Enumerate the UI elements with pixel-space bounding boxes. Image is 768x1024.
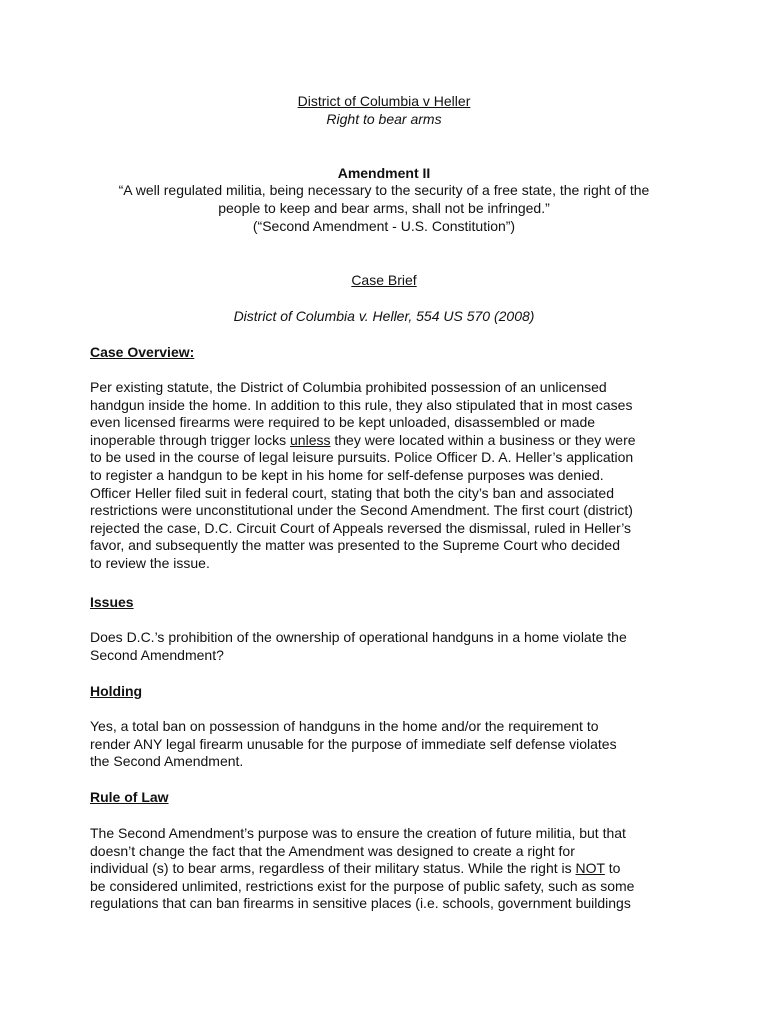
rule-text: individual (s) to bear arms, regardless of their military status. While the right is bbox=[90, 860, 576, 877]
holding-line: Yes, a total ban on possession of handguns in the home and/or the requirement to bbox=[90, 718, 599, 734]
holding-line: render ANY legal firearm unusable for the purpose of immediate self defense violates bbox=[90, 735, 617, 752]
amendment-source: (“Second Amendment - U.S. Constitution”) bbox=[252, 218, 516, 234]
issues-heading: Issues bbox=[90, 594, 134, 610]
overview-line: even licensed firearms were required to be kept unloaded, disassembled or made bbox=[90, 414, 596, 431]
overview-line: Officer Heller filed suit in federal court, stating that both the city’s ban and associated bbox=[90, 484, 614, 501]
holding-paragraph bbox=[90, 718, 690, 771]
case-citation: District of Columbia v. Heller, 554 US 570 (2008) bbox=[233, 308, 535, 324]
holding-heading: Holding bbox=[90, 683, 143, 699]
case-brief-heading: Case Brief bbox=[351, 272, 417, 288]
amendment-quote-line-1: “A well regulated militia, being necessary to the security of a free state, the right of the bbox=[118, 182, 650, 198]
overview-line: to register a handgun to be kept in his home for self-defense purposes was denied. bbox=[90, 466, 604, 483]
amendment-quote-line-2: people to keep and bear arms, shall not be infringed.” bbox=[218, 200, 550, 216]
issues-line: Does D.C.’s prohibition of the ownership of operational handguns in a home violate the bbox=[90, 629, 627, 645]
overview-line: to be used in the course of legal leisure pursuits. Police Officer D. A. Heller’s application bbox=[90, 449, 634, 466]
case-subtitle: Right to bear arms bbox=[326, 111, 442, 127]
issues-paragraph bbox=[90, 629, 690, 664]
issues-line: Second Amendment? bbox=[90, 646, 224, 663]
case-overview-paragraph bbox=[90, 379, 690, 573]
rule-of-law-heading: Rule of Law bbox=[90, 789, 169, 805]
unless-emphasis: unless bbox=[290, 431, 331, 448]
overview-line: restrictions were unconstitutional under the Second Amendment. The first court (district) bbox=[90, 502, 633, 519]
overview-line: rejected the case, D.C. Circuit Court of Appeals reversed the dismissal, ruled in Heller’s bbox=[90, 519, 632, 536]
overview-line: to review the issue. bbox=[90, 554, 210, 571]
rule-line: be considered unlimited, restrictions exist for the purpose of public safety, such as some bbox=[90, 877, 635, 894]
overview-line bbox=[90, 432, 690, 450]
overview-line: handgun inside the home. In addition to this rule, they also stipulated that in most cases bbox=[90, 396, 633, 413]
overview-text: inoperable through trigger locks bbox=[90, 431, 291, 448]
rule-line: doesn’t change the fact that the Amendment was designed to create a right for bbox=[90, 842, 575, 859]
amendment-heading: Amendment II bbox=[337, 165, 431, 181]
overview-text: they were located within a business or they were bbox=[330, 431, 636, 448]
overview-line: favor, and subsequently the matter was presented to the Supreme Court who decided bbox=[90, 537, 620, 554]
rule-line: regulations that can ban firearms in sensitive places (i.e. schools, government buildings bbox=[90, 895, 631, 912]
rule-line bbox=[90, 860, 690, 878]
not-emphasis: NOT bbox=[575, 860, 605, 877]
case-overview-heading: Case Overview: bbox=[90, 344, 195, 360]
rule-of-law-paragraph bbox=[90, 825, 690, 913]
holding-line: the Second Amendment. bbox=[90, 753, 244, 770]
rule-text: to bbox=[604, 860, 621, 877]
overview-line: Per existing statute, the District of Columbia prohibited possession of an unlicensed bbox=[90, 379, 607, 395]
rule-line: The Second Amendment’s purpose was to ensure the creation of future militia, but that bbox=[90, 825, 626, 841]
case-title: District of Columbia v Heller bbox=[297, 93, 471, 109]
